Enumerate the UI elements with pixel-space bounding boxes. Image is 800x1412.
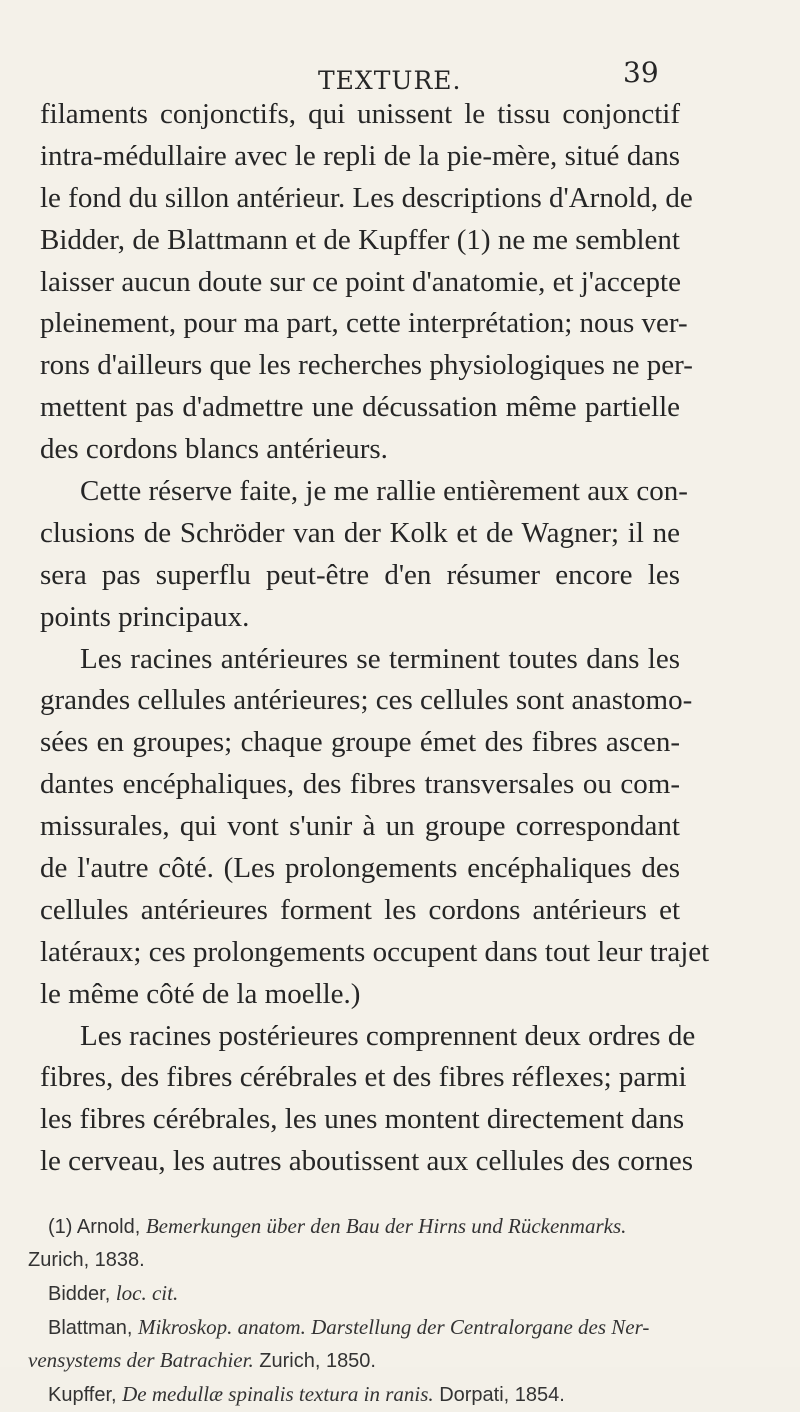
footnote-blattman <box>48 1311 680 1345</box>
footnote-title-cont: vensystems der Batrachier. <box>28 1348 254 1372</box>
footnote-bidder <box>48 1277 680 1311</box>
footnote-kupffer <box>48 1378 680 1412</box>
page-number: 39 <box>623 56 659 89</box>
footnote-arnold <box>48 1210 680 1244</box>
text-line: fibres, des fibres cérébrales et des fibres réflexes; parmi <box>40 1061 687 1094</box>
text-line: grandes cellules antérieures; ces cellules sont anastomo- <box>40 684 693 717</box>
footnote-place: Zurich, 1838. <box>28 1248 145 1271</box>
footnote-title: Mikroskop. anatom. Darstellung der Centralorgane des Ner- <box>138 1314 650 1339</box>
footnote-author: Kupffer, <box>48 1383 123 1406</box>
footnote-place: Zurich, 1850. <box>253 1350 376 1372</box>
text-line: latéraux; ces prolongements occupent dans tout leur trajet <box>40 935 710 968</box>
footnotes <box>28 1210 680 1411</box>
text-line: de l'autre côté. (Les prolongements encéphaliques des <box>40 852 680 885</box>
text-line: rons d'ailleurs que les recherches physiologiques ne per- <box>40 349 693 382</box>
text-line: points principaux. <box>40 600 250 633</box>
text-line: sées en groupes; chaque groupe émet des fibres ascen- <box>40 726 680 759</box>
text-line: le fond du sillon antérieur. Les descriptions d'Arnold, de <box>40 181 693 214</box>
body-text <box>40 94 710 1183</box>
text-line: pleinement, pour ma part, cette interprétation; nous ver- <box>40 307 688 340</box>
text-line: laisser aucun doute sur ce point d'anatomie, et j'accepte <box>40 265 681 298</box>
running-title: TEXTURE. <box>318 66 462 95</box>
footnote-arnold-place <box>28 1244 680 1278</box>
footnote-author: (1) Arnold, <box>48 1216 146 1238</box>
text-line: filaments conjonctifs, qui unissent le tissu conjonctif <box>40 98 680 130</box>
text-line: des cordons blancs antérieurs. <box>40 433 388 466</box>
paragraph-start-line: Cette réserve faite, je me rallie entièrement aux con- <box>80 475 688 508</box>
text-line: dantes encéphaliques, des fibres transversales ou com- <box>40 768 680 801</box>
text-line: le même côté de la moelle.) <box>40 977 361 1010</box>
footnote-blattman-cont <box>28 1344 680 1378</box>
footnote-author: Blattman, <box>48 1316 139 1339</box>
text-line: le cerveau, les autres aboutissent aux cellules des cornes <box>40 1145 694 1178</box>
footnote-title: loc. cit. <box>115 1281 179 1305</box>
text-line: sera pas superflu peut-être d'en résumer encore les <box>40 558 680 591</box>
text-line: les fibres cérébrales, les unes montent directement dans <box>40 1103 685 1136</box>
text-line: missurales, qui vont s'unir à un groupe correspondant <box>40 810 680 843</box>
text-line: mettent pas d'admettre une décussation même partielle <box>40 391 680 424</box>
paragraph-start-line: Les racines postérieures comprennent deux ordres de <box>80 1019 696 1052</box>
text-line: intra-médullaire avec le repli de la pie-mère, situé dans <box>40 139 680 172</box>
footnote-place: Dorpati, 1854. <box>433 1383 565 1406</box>
footnote-title: De medullæ spinalis textura in ranis. <box>122 1381 434 1406</box>
footnote-author: Bidder, <box>48 1283 116 1305</box>
running-head <box>0 56 800 96</box>
text-line: cellules antérieures forment les cordons antérieurs et <box>40 893 680 926</box>
footnote-title: Bemerkungen über den Bau der Hirns und Rückenmarks. <box>145 1214 627 1238</box>
text-line: Bidder, de Blattmann et de Kupffer (1) ne me semblent <box>40 223 680 256</box>
paragraph-start-line: Les racines antérieures se terminent toutes dans les <box>80 642 680 675</box>
text-line: clusions de Schröder van der Kolk et de Wagner; il ne <box>40 516 680 549</box>
